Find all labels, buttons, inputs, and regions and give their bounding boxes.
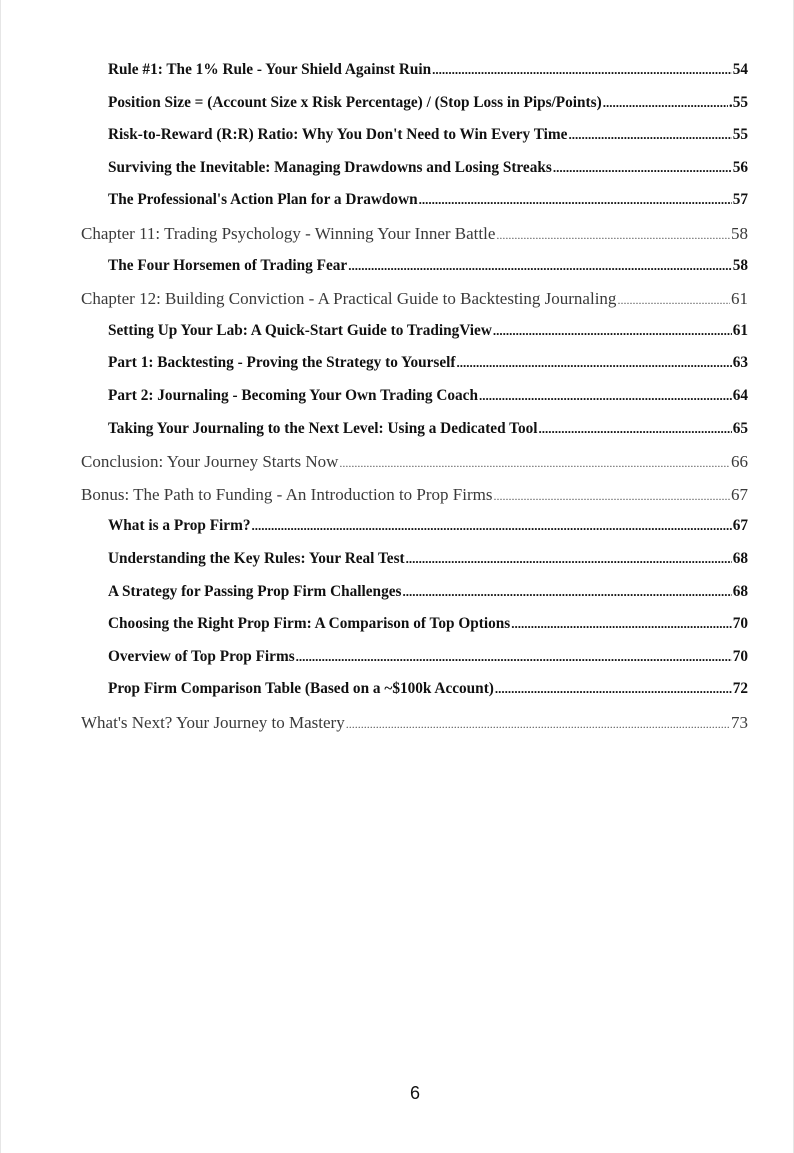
toc-section-entry[interactable] <box>81 126 748 159</box>
toc-section-entry[interactable] <box>81 257 748 290</box>
toc-dot-leader <box>419 192 732 208</box>
toc-dot-leader <box>617 293 730 308</box>
toc-dot-leader <box>296 649 732 665</box>
toc-section-entry[interactable] <box>81 159 748 192</box>
toc-entry-title: Part 2: Journaling - Becoming Your Own Trading Coach <box>108 386 478 404</box>
toc-entry-page-number: 61 <box>732 321 748 339</box>
toc-dot-leader <box>406 551 732 567</box>
toc-entry-title: Part 1: Backtesting - Proving the Strategy to Yourself <box>108 354 456 372</box>
toc-chapter-entry[interactable] <box>81 289 748 322</box>
toc-entry-page-number: 73 <box>731 712 748 732</box>
toc-dot-leader <box>496 228 730 243</box>
toc-entry-page-number: 58 <box>731 223 748 243</box>
toc-section-entry[interactable] <box>81 387 748 420</box>
toc-entry-title: Prop Firm Comparison Table (Based on a ~$100k Account) <box>108 680 494 698</box>
toc-entry-title: Setting Up Your Lab: A Quick-Start Guide to TradingView <box>108 321 492 339</box>
toc-dot-leader <box>495 681 732 697</box>
toc-entry-title: Taking Your Journaling to the Next Level: Using a Dedicated Tool <box>108 419 538 437</box>
toc-entry-title: Position Size = (Account Size x Risk Percentage) / (Stop Loss in Pips/Points) <box>108 93 602 111</box>
toc-dot-leader <box>432 62 732 78</box>
toc-entry-title: Chapter 12: Building Conviction - A Practical Guide to Backtesting Journaling <box>81 289 617 309</box>
toc-dot-leader <box>346 717 730 732</box>
toc-section-entry[interactable] <box>81 94 748 127</box>
toc-entry-title: The Professional's Action Plan for a Drawdown <box>108 191 418 209</box>
toc-dot-leader <box>348 258 731 274</box>
toc-entry-title: What's Next? Your Journey to Mastery <box>81 712 345 732</box>
toc-dot-leader <box>479 388 732 404</box>
toc-chapter-entry[interactable] <box>81 713 748 746</box>
toc-entry-title: Understanding the Key Rules: Your Real Test <box>108 549 405 567</box>
table-of-contents <box>81 61 748 745</box>
toc-dot-leader <box>603 95 728 111</box>
toc-dot-leader <box>251 518 731 534</box>
toc-section-entry[interactable] <box>81 354 748 387</box>
toc-section-entry[interactable] <box>81 615 748 648</box>
toc-entry-page-number: 68 <box>732 582 748 600</box>
toc-section-entry[interactable] <box>81 420 748 453</box>
toc-section-entry[interactable] <box>81 191 748 224</box>
toc-entry-page-number: 68 <box>732 549 748 567</box>
toc-entry-page-number: 70 <box>732 647 748 665</box>
toc-chapter-entry[interactable] <box>81 224 748 257</box>
toc-dot-leader <box>457 355 732 371</box>
toc-section-entry[interactable] <box>81 648 748 681</box>
toc-section-entry[interactable] <box>81 61 748 94</box>
toc-entry-title: Risk-to-Reward (R:R) Ratio: Why You Don't Need to Win Every Time <box>108 126 568 144</box>
toc-entry-page-number: 66 <box>731 452 748 472</box>
toc-entry-page-number: 63 <box>732 354 748 372</box>
toc-entry-title: Overview of Top Prop Firms <box>108 647 295 665</box>
toc-entry-page-number: 55 <box>732 126 748 144</box>
toc-entry-page-number: 70 <box>732 615 748 633</box>
toc-entry-page-number: 67 <box>731 484 748 504</box>
toc-entry-page-number: 67 <box>732 517 748 535</box>
toc-entry-page-number: 56 <box>732 158 748 176</box>
toc-entry-page-number: 64 <box>732 386 748 404</box>
toc-dot-leader <box>339 456 730 471</box>
toc-entry-title: A Strategy for Passing Prop Firm Challenges <box>108 582 402 600</box>
toc-entry-title: The Four Horsemen of Trading Fear <box>108 256 348 274</box>
toc-section-entry[interactable] <box>81 322 748 355</box>
toc-entry-title: What is a Prop Firm? <box>108 517 251 535</box>
toc-entry-page-number: 54 <box>732 61 748 78</box>
toc-dot-leader <box>568 127 731 143</box>
toc-dot-leader <box>402 584 731 600</box>
toc-entry-page-number: 61 <box>731 289 748 309</box>
toc-entry-title: Bonus: The Path to Funding - An Introduction to Prop Firms <box>81 484 493 504</box>
toc-section-entry[interactable] <box>81 680 748 713</box>
toc-section-entry[interactable] <box>81 517 748 550</box>
toc-entry-title: Surviving the Inevitable: Managing Drawdowns and Losing Streaks <box>108 158 552 176</box>
toc-chapter-entry[interactable] <box>81 485 748 518</box>
toc-entry-title: Rule #1: The 1% Rule - Your Shield Against Ruin <box>108 61 432 78</box>
page-number: 6 <box>409 1083 420 1103</box>
toc-entry-title: Conclusion: Your Journey Starts Now <box>81 452 339 472</box>
toc-dot-leader <box>511 616 732 632</box>
toc-entry-title: Choosing the Right Prop Firm: A Comparison of Top Options <box>108 615 511 633</box>
toc-dot-leader <box>493 323 732 339</box>
toc-entry-page-number: 58 <box>732 256 748 274</box>
toc-entry-page-number: 57 <box>732 191 748 209</box>
toc-chapter-entry[interactable] <box>81 452 748 485</box>
toc-entry-page-number: 72 <box>732 680 748 698</box>
toc-dot-leader <box>553 160 732 176</box>
toc-entry-title: Chapter 11: Trading Psychology - Winning Your Inner Battle <box>81 223 496 243</box>
toc-entry-page-number: .55 <box>728 93 748 111</box>
toc-section-entry[interactable] <box>81 583 748 616</box>
toc-dot-leader <box>493 489 730 504</box>
toc-entry-page-number: 65 <box>732 419 748 437</box>
toc-section-entry[interactable] <box>81 550 748 583</box>
toc-dot-leader <box>539 421 732 437</box>
